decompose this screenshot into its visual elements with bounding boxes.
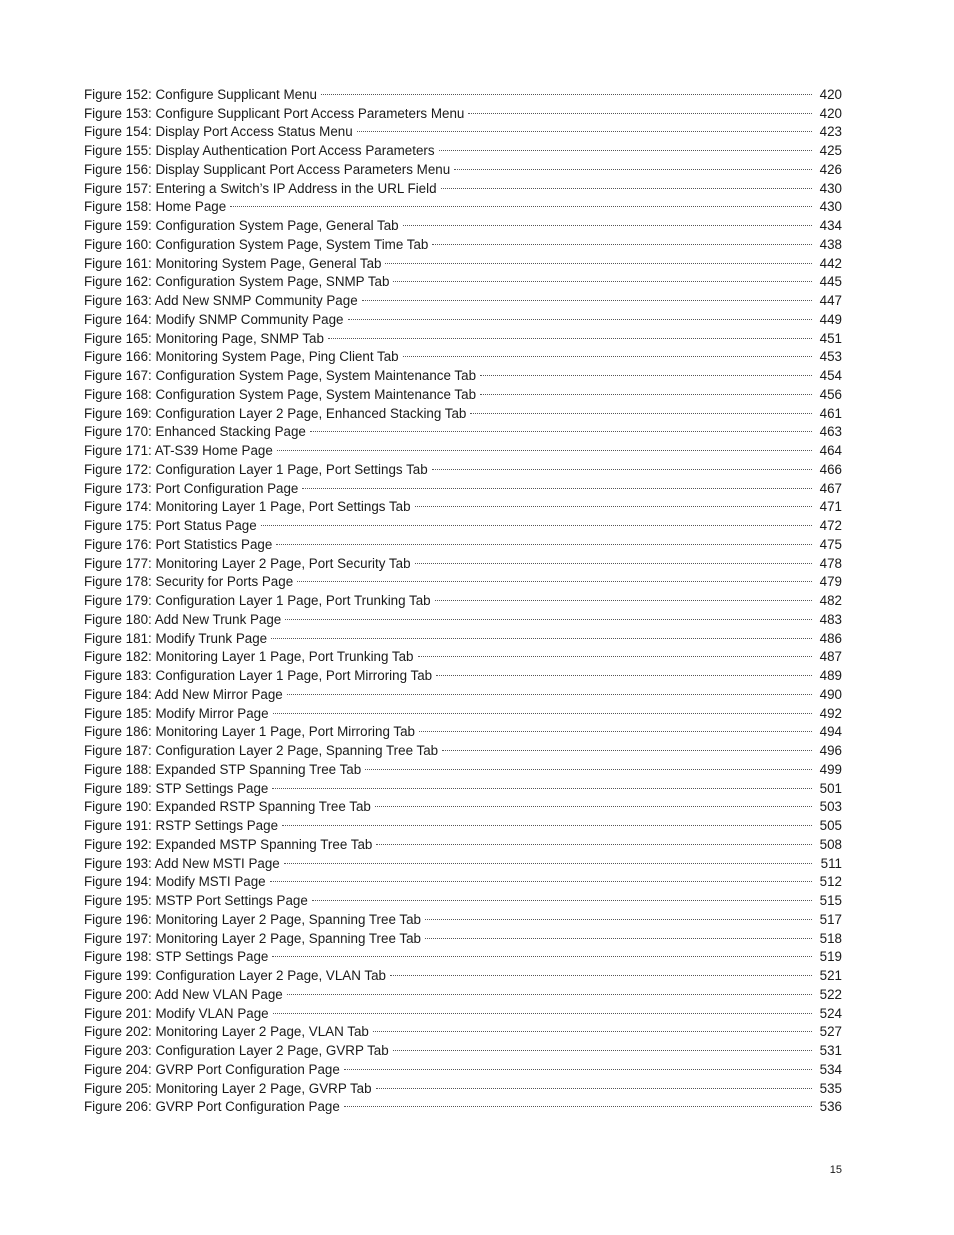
dot-leader bbox=[376, 830, 812, 849]
dot-leader bbox=[344, 1093, 812, 1112]
toc-entry-page-number[interactable]: 449 bbox=[819, 311, 842, 327]
toc-entry-title[interactable]: Figure 196: Monitoring Layer 2 Page, Spanning Tree Tab bbox=[84, 911, 421, 927]
toc-entry-title[interactable]: Figure 174: Monitoring Layer 1 Page, Port Settings Tab bbox=[84, 499, 411, 515]
toc-entry-page-number[interactable]: 534 bbox=[819, 1061, 842, 1077]
dot-leader bbox=[277, 436, 812, 455]
toc-entry-title[interactable]: Figure 199: Configuration Layer 2 Page, VLAN Tab bbox=[84, 968, 386, 983]
toc-entry-page-number[interactable]: 442 bbox=[819, 255, 842, 271]
dot-leader bbox=[272, 943, 812, 962]
toc-entry-page-number[interactable]: 445 bbox=[819, 274, 842, 290]
toc-entry-page-number[interactable]: 499 bbox=[819, 761, 842, 777]
dot-leader bbox=[287, 980, 812, 999]
toc-entry-page-number[interactable]: 483 bbox=[819, 611, 842, 627]
dot-leader bbox=[425, 924, 812, 943]
toc-entry-page-number[interactable]: 536 bbox=[819, 1099, 842, 1115]
toc-entry-title[interactable]: Figure 160: Configuration System Page, System Time Tab bbox=[84, 236, 429, 252]
toc-entry-title[interactable]: Figure 191: RSTP Settings Page bbox=[84, 818, 279, 833]
toc-entry-title[interactable]: Figure 164: Modify SNMP Community Page bbox=[84, 311, 344, 327]
toc-entry-title[interactable]: Figure 184: Add New Mirror Page bbox=[84, 686, 283, 702]
toc-entry-title[interactable]: Figure 204: GVRP Port Configuration Page bbox=[84, 1061, 340, 1077]
toc-entry-page-number[interactable]: 527 bbox=[819, 1024, 842, 1040]
dot-leader bbox=[285, 605, 812, 624]
toc-entry-title[interactable]: Figure 161: Monitoring System Page, General Tab bbox=[84, 255, 382, 271]
toc-entry-page-number[interactable]: 466 bbox=[819, 461, 842, 477]
toc-entry-title[interactable]: Figure 154: Display Port Access Status Menu bbox=[84, 124, 353, 140]
dot-leader bbox=[436, 661, 812, 680]
toc-entry-page-number[interactable]: 492 bbox=[819, 705, 842, 721]
toc-entry-page-number[interactable]: 511 bbox=[820, 855, 842, 871]
dot-leader bbox=[432, 230, 812, 249]
toc-entry-title[interactable]: Figure 158: Home Page bbox=[84, 199, 227, 215]
dot-leader bbox=[302, 474, 812, 493]
toc-entry-title[interactable]: Figure 193: Add New MSTI Page bbox=[84, 855, 280, 871]
dot-leader bbox=[442, 736, 812, 755]
dot-leader bbox=[357, 118, 812, 137]
dot-leader bbox=[270, 868, 812, 887]
toc-entry-page-number[interactable]: 496 bbox=[819, 743, 842, 758]
dot-leader bbox=[403, 211, 812, 230]
dot-leader bbox=[468, 99, 812, 118]
dot-leader bbox=[393, 268, 812, 287]
dot-leader bbox=[419, 718, 812, 737]
toc-entry-page-number[interactable]: 467 bbox=[819, 480, 842, 496]
toc-entry-page-number[interactable]: 490 bbox=[819, 686, 842, 702]
dot-leader bbox=[432, 455, 812, 474]
toc-entry-page-number[interactable]: 517 bbox=[819, 911, 842, 927]
toc-entry-page-number[interactable]: 522 bbox=[819, 986, 842, 1002]
toc-entry-title[interactable]: Figure 170: Enhanced Stacking Page bbox=[84, 424, 306, 440]
toc-entry-title[interactable]: Figure 201: Modify VLAN Page bbox=[84, 1005, 269, 1021]
dot-leader bbox=[376, 1074, 812, 1093]
dot-leader bbox=[435, 586, 812, 605]
dot-leader bbox=[272, 774, 812, 793]
dot-leader bbox=[418, 643, 812, 662]
dot-leader bbox=[373, 1018, 812, 1037]
toc-entry-page-number[interactable]: 479 bbox=[819, 574, 842, 590]
toc-entry-title[interactable]: Figure 177: Monitoring Layer 2 Page, Port Security Tab bbox=[84, 555, 411, 571]
toc-entry-title[interactable]: Figure 157: Entering a Switch’s IP Address in the URL Field bbox=[84, 180, 437, 196]
dot-leader bbox=[415, 549, 812, 568]
toc-entry[interactable] bbox=[84, 80, 842, 102]
dot-leader bbox=[273, 999, 812, 1018]
toc-entry-title[interactable]: Figure 192: Expanded MSTP Spanning Tree Tab bbox=[84, 836, 373, 852]
dot-leader bbox=[393, 1036, 812, 1055]
toc-entry-title[interactable]: Figure 168: Configuration System Page, System Maintenance Tab bbox=[84, 386, 477, 402]
toc-entry-page-number[interactable]: 521 bbox=[819, 968, 842, 983]
toc-entry-title[interactable]: Figure 171: AT-S39 Home Page bbox=[84, 443, 273, 458]
toc-entry-page-number[interactable]: 456 bbox=[819, 386, 842, 402]
toc-entry-page-number[interactable]: 531 bbox=[819, 1043, 842, 1058]
dot-leader bbox=[425, 905, 812, 924]
toc-entry-page-number[interactable]: 508 bbox=[819, 836, 842, 852]
toc-entry-title[interactable]: Figure 163: Add New SNMP Community Page bbox=[84, 293, 358, 308]
toc-entry-page-number[interactable]: 487 bbox=[819, 649, 842, 665]
toc-entry-title[interactable]: Figure 156: Display Supplicant Port Access Parameters Menu bbox=[84, 161, 451, 177]
toc-entry-page-number[interactable]: 434 bbox=[819, 218, 842, 233]
dot-leader bbox=[365, 755, 812, 774]
toc-entry-title[interactable]: Figure 155: Display Authentication Port Access Parameters bbox=[84, 143, 435, 158]
toc-entry-page-number[interactable]: 501 bbox=[819, 780, 842, 796]
toc-entry-title[interactable]: Figure 188: Expanded STP Spanning Tree Tab bbox=[84, 761, 362, 777]
toc-entry-page-number[interactable]: 461 bbox=[819, 405, 842, 421]
dot-leader bbox=[287, 680, 812, 699]
toc-entry-page-number[interactable]: 535 bbox=[819, 1080, 842, 1096]
toc-entry-page-number[interactable]: 519 bbox=[819, 949, 842, 965]
toc-entry-title[interactable]: Figure 166: Monitoring System Page, Ping Client Tab bbox=[84, 349, 399, 365]
dot-leader bbox=[271, 624, 812, 643]
toc-entry-page-number[interactable]: 518 bbox=[819, 930, 842, 946]
toc-entry-page-number[interactable]: 515 bbox=[819, 893, 842, 908]
dot-leader bbox=[480, 361, 812, 380]
toc-entry-page-number[interactable]: 430 bbox=[819, 199, 842, 215]
toc-entry-title[interactable]: Figure 183: Configuration Layer 1 Page, Port Mirroring Tab bbox=[84, 668, 433, 683]
toc-entry-page-number[interactable]: 420 bbox=[819, 105, 842, 121]
toc-entry-title[interactable]: Figure 173: Port Configuration Page bbox=[84, 480, 299, 496]
toc-entry-page-number[interactable]: 471 bbox=[819, 499, 842, 515]
toc-entry-title[interactable]: Figure 200: Add New VLAN Page bbox=[84, 986, 283, 1002]
toc-entry-page-number[interactable]: 451 bbox=[819, 330, 842, 346]
toc-entry-page-number[interactable]: 503 bbox=[819, 799, 842, 815]
toc-entry-title[interactable]: Figure 189: STP Settings Page bbox=[84, 780, 269, 796]
dot-leader bbox=[390, 961, 812, 980]
toc-entry-title[interactable]: Figure 162: Configuration System Page, SNMP Tab bbox=[84, 274, 390, 290]
toc-entry-page-number[interactable]: 438 bbox=[819, 236, 842, 252]
dot-leader bbox=[441, 174, 812, 193]
dot-leader bbox=[454, 155, 812, 174]
toc-entry-page-number[interactable]: 482 bbox=[819, 593, 842, 608]
dot-leader bbox=[261, 511, 812, 530]
toc-entry-title[interactable]: Figure 169: Configuration Layer 2 Page, Enhanced Stacking Tab bbox=[84, 405, 467, 421]
toc-entry-title[interactable]: Figure 180: Add New Trunk Page bbox=[84, 611, 282, 627]
toc-entry-page-number[interactable]: 505 bbox=[819, 818, 842, 833]
toc-entry-page-number[interactable]: 512 bbox=[819, 874, 842, 890]
toc-entry-page-number[interactable]: 420 bbox=[819, 86, 842, 102]
toc-entry-page-number[interactable]: 486 bbox=[819, 630, 842, 646]
toc-entry-title[interactable]: Figure 194: Modify MSTI Page bbox=[84, 874, 266, 890]
toc-entry-page-number[interactable]: 475 bbox=[819, 536, 842, 552]
toc-entry-page-number[interactable]: 524 bbox=[819, 1005, 842, 1021]
dot-leader bbox=[403, 343, 812, 362]
toc-entry-title[interactable]: Figure 202: Monitoring Layer 2 Page, VLAN Tab bbox=[84, 1024, 369, 1040]
toc-entry-title[interactable]: Figure 197: Monitoring Layer 2 Page, Spanning Tree Tab bbox=[84, 930, 421, 946]
toc-entry-page-number[interactable]: 430 bbox=[819, 180, 842, 196]
toc-entry-title[interactable]: Figure 159: Configuration System Page, General Tab bbox=[84, 218, 399, 233]
toc-entry-page-number[interactable]: 423 bbox=[819, 124, 842, 140]
toc-entry-page-number[interactable]: 454 bbox=[819, 368, 842, 383]
toc-entry-title[interactable]: Figure 206: GVRP Port Configuration Page bbox=[84, 1099, 340, 1115]
toc-entry-page-number[interactable]: 447 bbox=[819, 293, 842, 308]
toc-entry-title[interactable]: Figure 176: Port Statistics Page bbox=[84, 536, 273, 552]
toc-entry-page-number[interactable]: 453 bbox=[819, 349, 842, 365]
dot-leader bbox=[480, 380, 812, 399]
toc-entry-title[interactable]: Figure 172: Configuration Layer 1 Page, Port Settings Tab bbox=[84, 461, 428, 477]
dot-leader bbox=[282, 811, 812, 830]
dot-leader bbox=[415, 493, 812, 512]
dot-leader bbox=[230, 193, 812, 212]
dot-leader bbox=[375, 793, 812, 812]
toc-entry-title[interactable]: Figure 165: Monitoring Page, SNMP Tab bbox=[84, 330, 324, 346]
toc-entry-title[interactable]: Figure 190: Expanded RSTP Spanning Tree Tab bbox=[84, 799, 371, 815]
toc-entry-title[interactable]: Figure 187: Configuration Layer 2 Page, Spanning Tree Tab bbox=[84, 743, 439, 758]
dot-leader bbox=[310, 418, 812, 437]
dot-leader bbox=[439, 136, 812, 155]
toc-entry-title[interactable]: Figure 153: Configure Supplicant Port Access Parameters Menu bbox=[84, 105, 465, 121]
dot-leader bbox=[321, 80, 812, 99]
toc-entry-title[interactable]: Figure 181: Modify Trunk Page bbox=[84, 630, 268, 646]
dot-leader bbox=[362, 286, 812, 305]
toc-entry-title[interactable]: Figure 203: Configuration Layer 2 Page, GVRP Tab bbox=[84, 1043, 389, 1058]
dot-leader bbox=[328, 324, 812, 343]
dot-leader bbox=[348, 305, 813, 324]
dot-leader bbox=[297, 568, 812, 587]
toc-entry-title[interactable]: Figure 195: MSTP Port Settings Page bbox=[84, 893, 308, 908]
toc-entry-title[interactable]: Figure 186: Monitoring Layer 1 Page, Port Mirroring Tab bbox=[84, 724, 415, 740]
list-of-figures bbox=[84, 80, 842, 1115]
toc-entry-title[interactable]: Figure 185: Modify Mirror Page bbox=[84, 705, 269, 721]
toc-entry-page-number[interactable]: 426 bbox=[819, 161, 842, 177]
toc-entry-title[interactable]: Figure 178: Security for Ports Page bbox=[84, 574, 294, 590]
dot-leader bbox=[312, 886, 812, 905]
toc-entry-title[interactable]: Figure 182: Monitoring Layer 1 Page, Port Trunking Tab bbox=[84, 649, 414, 665]
toc-entry-page-number[interactable]: 478 bbox=[819, 555, 842, 571]
toc-entry-page-number[interactable]: 489 bbox=[819, 668, 842, 683]
toc-entry-title[interactable]: Figure 205: Monitoring Layer 2 Page, GVRP Tab bbox=[84, 1080, 372, 1096]
dot-leader bbox=[470, 399, 812, 418]
toc-entry-title[interactable]: Figure 152: Configure Supplicant Menu bbox=[84, 86, 317, 102]
toc-entry-page-number[interactable]: 472 bbox=[819, 518, 842, 533]
toc-entry-page-number[interactable]: 425 bbox=[819, 143, 842, 158]
toc-entry-title[interactable]: Figure 179: Configuration Layer 1 Page, Port Trunking Tab bbox=[84, 593, 431, 608]
toc-entry-page-number[interactable]: 464 bbox=[819, 443, 842, 458]
toc-entry-title[interactable]: Figure 167: Configuration System Page, System Maintenance Tab bbox=[84, 368, 477, 383]
page-number: 15 bbox=[829, 1164, 842, 1176]
toc-entry-page-number[interactable]: 463 bbox=[819, 424, 842, 440]
toc-entry-title[interactable]: Figure 198: STP Settings Page bbox=[84, 949, 269, 965]
dot-leader bbox=[344, 1055, 812, 1074]
dot-leader bbox=[276, 530, 812, 549]
dot-leader bbox=[284, 849, 812, 868]
toc-entry-page-number[interactable]: 494 bbox=[819, 724, 842, 740]
toc-entry-title[interactable]: Figure 175: Port Status Page bbox=[84, 518, 257, 533]
dot-leader bbox=[273, 699, 812, 718]
dot-leader bbox=[385, 249, 812, 268]
